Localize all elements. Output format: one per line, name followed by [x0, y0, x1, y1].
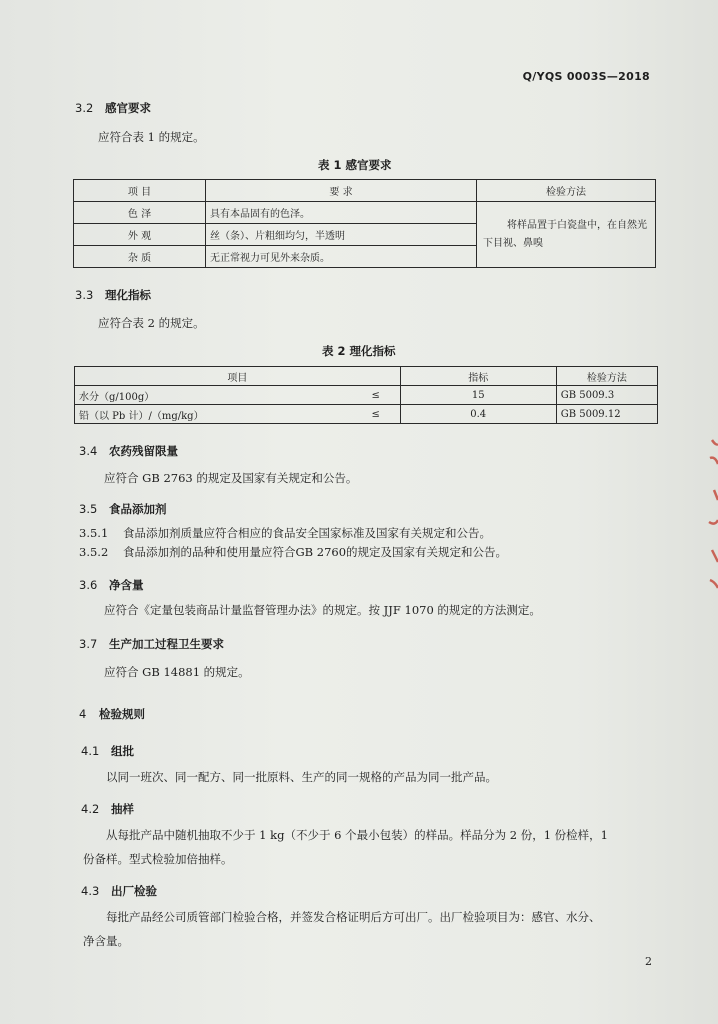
table-cell: 具有本品固有的色泽。 [206, 202, 477, 224]
section-3-5-heading [79, 501, 167, 517]
section-3-3-heading [75, 287, 151, 303]
table2-caption: 表 2 理化指标 [322, 344, 396, 358]
table-header-cell: 项 目 [74, 180, 206, 202]
table-header-cell: 项目 [75, 367, 401, 386]
table-cell: 0.4 [400, 405, 556, 424]
section-title: 农药残留限量 [109, 444, 178, 458]
table-cell: GB 5009.12 [556, 405, 657, 424]
table-cell: 无正常视力可见外来杂质。 [206, 246, 477, 268]
section-number: 3.5 [79, 502, 98, 516]
section-4-2-line2: 份备样。型式检验加倍抽样。 [83, 852, 233, 866]
section-3-3-text: 应符合表 2 的规定。 [98, 316, 205, 330]
section-title: 净含量 [109, 578, 144, 592]
section-title: 抽样 [111, 802, 134, 816]
section-number: 4 [79, 707, 87, 721]
table-cell: 杂 质 [74, 246, 206, 268]
section-number: 4.2 [81, 802, 100, 816]
section-number: 4.1 [81, 744, 100, 758]
table-cell-operator: ≤ [352, 386, 401, 405]
table-header-cell: 要 求 [206, 180, 477, 202]
subsection-text: 食品添加剂的品种和使用量应符合GB 2760的规定及国家有关规定和公告。 [123, 545, 508, 559]
section-4-3-line2: 净含量。 [83, 934, 129, 948]
section-title: 出厂检验 [111, 884, 157, 898]
table-header-cell: 指标 [400, 367, 556, 386]
table-cell: GB 5009.3 [556, 386, 657, 405]
table-cell: 铅（以 Pb 计）/（mg/kg） [75, 405, 352, 424]
section-4-1-text: 以同一班次、同一配方、同一批原料、生产的同一规格的产品为同一批产品。 [106, 770, 497, 784]
subsection-text: 食品添加剂质量应符合相应的食品安全国家标准及国家有关规定和公告。 [123, 526, 491, 540]
subsection-number: 3.5.2 [79, 545, 109, 559]
table1-caption: 表 1 感官要求 [318, 158, 392, 172]
section-title: 检验规则 [99, 707, 145, 721]
document-code: Q/YQS 0003S—2018 [522, 70, 650, 83]
table-cell-method: 将样品置于白瓷盘中，在自然光下目视、鼻嗅 [477, 202, 656, 268]
section-3-7-heading [79, 636, 224, 652]
section-3-2-heading [75, 100, 151, 116]
section-4-3-line1: 每批产品经公司质管部门检验合格，并签发合格证明后方可出厂。出厂检验项目为：感官、水分、 [106, 910, 601, 924]
table-cell: 丝（条）、片粗细均匀，半透明 [206, 224, 477, 246]
section-number: 4.3 [81, 884, 100, 898]
section-title: 组批 [111, 744, 134, 758]
section-number: 3.4 [79, 444, 98, 458]
table1-sensory [73, 179, 656, 268]
table-row [75, 405, 658, 424]
section-3-4-text: 应符合 GB 2763 的规定及国家有关规定和公告。 [104, 471, 358, 485]
section-4-3-heading [81, 883, 157, 899]
section-number: 3.6 [79, 578, 98, 592]
section-3-7-text: 应符合 GB 14881 的规定。 [104, 665, 250, 679]
table-header-row [75, 367, 658, 386]
section-3-2-text: 应符合表 1 的规定。 [98, 130, 205, 144]
table-row [75, 386, 658, 405]
section-number: 3.7 [79, 637, 98, 651]
section-4-2-heading [81, 801, 134, 817]
section-title: 理化指标 [105, 288, 151, 302]
table2-physchem [74, 366, 658, 424]
table-cell-operator: ≤ [352, 405, 401, 424]
red-seal-fragment [700, 430, 718, 600]
table-cell: 色 泽 [74, 202, 206, 224]
section-title: 食品添加剂 [109, 502, 167, 516]
section-4-1-heading [81, 743, 134, 759]
table-cell: 外 观 [74, 224, 206, 246]
table-header-row [74, 180, 656, 202]
section-3-4-heading [79, 443, 178, 459]
table-cell: 15 [400, 386, 556, 405]
table-header-cell: 检验方法 [477, 180, 656, 202]
table-cell: 水分（g/100g） [75, 386, 352, 405]
page-number: 2 [645, 955, 652, 968]
section-3-6-heading [79, 577, 144, 593]
section-4-2-line1: 从每批产品中随机抽取不少于 1 kg（不少于 6 个最小包装）的样品。样品分为 2 份，1 份检样，1 [106, 828, 608, 842]
section-title: 感官要求 [105, 101, 151, 115]
section-title: 生产加工过程卫生要求 [109, 637, 224, 651]
table-header-cell: 检验方法 [556, 367, 657, 386]
section-3-6-text: 应符合《定量包装商品计量监督管理办法》的规定。按 JJF 1070 的规定的方法测定。 [104, 603, 541, 617]
section-number: 3.2 [75, 101, 94, 115]
section-4-heading [79, 706, 145, 722]
subsection-number: 3.5.1 [79, 526, 109, 540]
section-number: 3.3 [75, 288, 94, 302]
table-row [74, 202, 656, 224]
section-3-5-2 [79, 541, 507, 563]
